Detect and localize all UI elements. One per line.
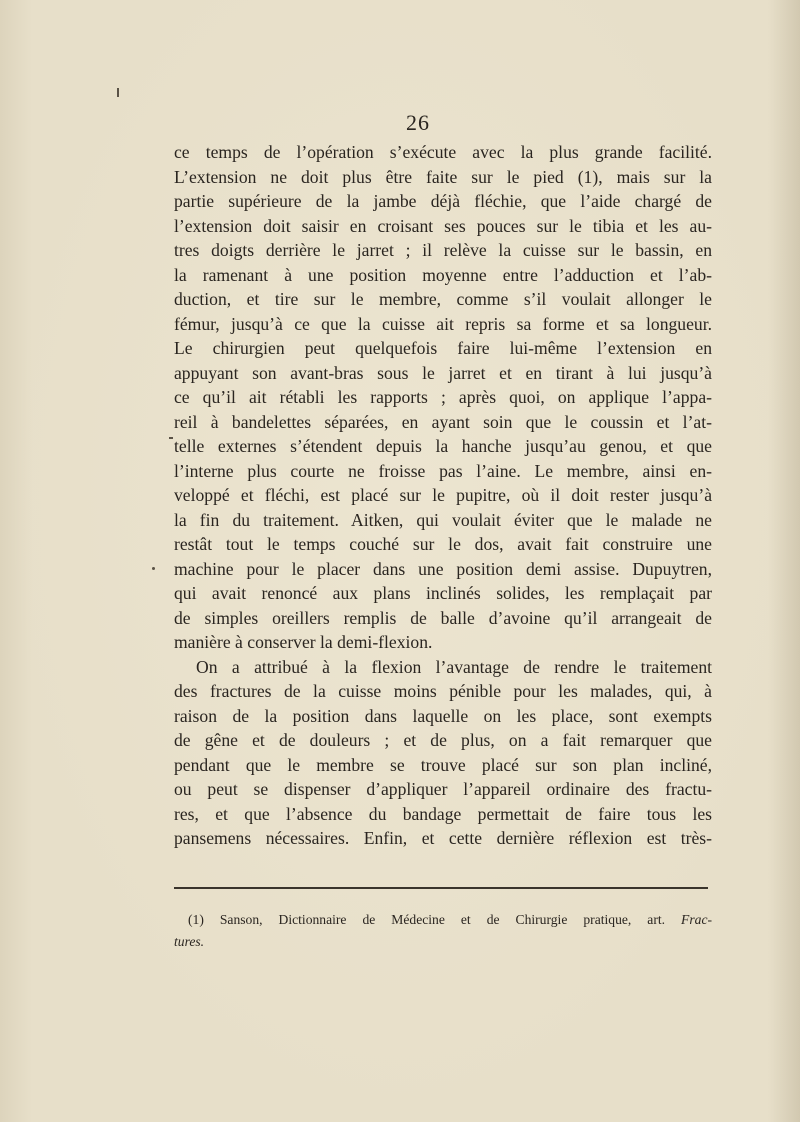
text-line: telle externes s’étendent depuis la hanche jusqu’au genou, et que: [174, 436, 712, 456]
text-line: machine pour le placer dans une position demi assise. Dupuytren,: [174, 558, 712, 579]
text-line: Le chirurgien peut quelquefois faire lui-même l’extension en: [174, 338, 712, 358]
ink-speck: [117, 88, 119, 97]
text-line: l’interne plus courte ne froisse pas l’aine. Le membre, ainsi en-: [174, 460, 712, 481]
text-line: des fractures de la cuisse moins pénible pour les malades, qui, à: [174, 681, 712, 701]
text-line: res, et que l’absence du bandage permettait de faire tous les: [174, 803, 712, 824]
footnote: [174, 909, 712, 953]
text-line: pansemens nécessaires. Enfin, et cette dernière réflexion est très-: [174, 828, 712, 848]
text-line: reil à bandelettes séparées, en ayant soin que le coussin et l’at-: [174, 411, 712, 432]
text-line: fémur, jusqu’à ce que la cuisse ait repris sa forme et sa longueur.: [174, 313, 712, 334]
text-line: ce qu’il ait rétabli les rapports ; après quoi, on applique l’appa-: [174, 387, 712, 407]
footnote-line: [174, 909, 712, 931]
text-line: ou peut se dispenser d’appliquer l’appareil ordinaire des fractu-: [174, 779, 712, 799]
footnote-line: tures.: [174, 934, 205, 949]
body-text: [174, 140, 712, 851]
ink-speck: [169, 437, 173, 439]
text-line: raison de la position dans laquelle on les place, sont exempts: [174, 705, 712, 726]
text-line: manière à conserver la demi-flexion.: [174, 632, 433, 652]
text-line: duction, et tire sur le membre, comme s’il voulait allonger le: [174, 289, 712, 309]
footnote-italic: Frac-: [681, 912, 712, 927]
text-line: de simples oreillers remplis de balle d’avoine qu’il arrangeait de: [174, 607, 712, 628]
text-line: tres doigts derrière le jarret ; il relève la cuisse sur le bassin, en: [174, 240, 712, 260]
text-line: la ramenant à une position moyenne entre l’adduction et l’ab-: [174, 264, 712, 285]
text-line: L’extension ne doit plus être faite sur le pied (1), mais sur la: [174, 166, 712, 187]
ink-speck: [152, 567, 155, 570]
text-line: veloppé et fléchi, est placé sur le pupitre, où il doit rester jusqu’à: [174, 485, 712, 505]
page-number: 26: [406, 110, 430, 135]
text-line: restât tout le temps couché sur le dos, avait fait construire une: [174, 534, 712, 554]
text-line: la fin du traitement. Aitken, qui voulait éviter que le malade ne: [174, 509, 712, 530]
text-line: pendant que le membre se trouve placé sur son plan incliné,: [174, 754, 712, 775]
footnote-text: (1) Sanson, Dictionnaire de Médecine et de Chirurgie pratique, art.: [188, 912, 682, 927]
text-line: appuyant son avant-bras sous le jarret et en tirant à lui jusqu’à: [174, 362, 712, 383]
footnote-rule: [174, 887, 708, 889]
text-line: ce temps de l’opération s’exécute avec la plus grande facilité.: [174, 142, 712, 162]
text-line: On a attribué à la flexion l’avantage de rendre le traitement: [196, 656, 712, 677]
text-line: qui avait renoncé aux plans inclinés solides, les remplaçait par: [174, 583, 712, 603]
text-line: l’extension doit saisir en croisant ses pouces sur le tibia et les au-: [174, 215, 712, 236]
text-line: partie supérieure de la jambe déjà fléchie, que l’aide chargé de: [174, 191, 712, 211]
text-line: de gêne et de douleurs ; et de plus, on a fait remarquer que: [174, 730, 712, 750]
